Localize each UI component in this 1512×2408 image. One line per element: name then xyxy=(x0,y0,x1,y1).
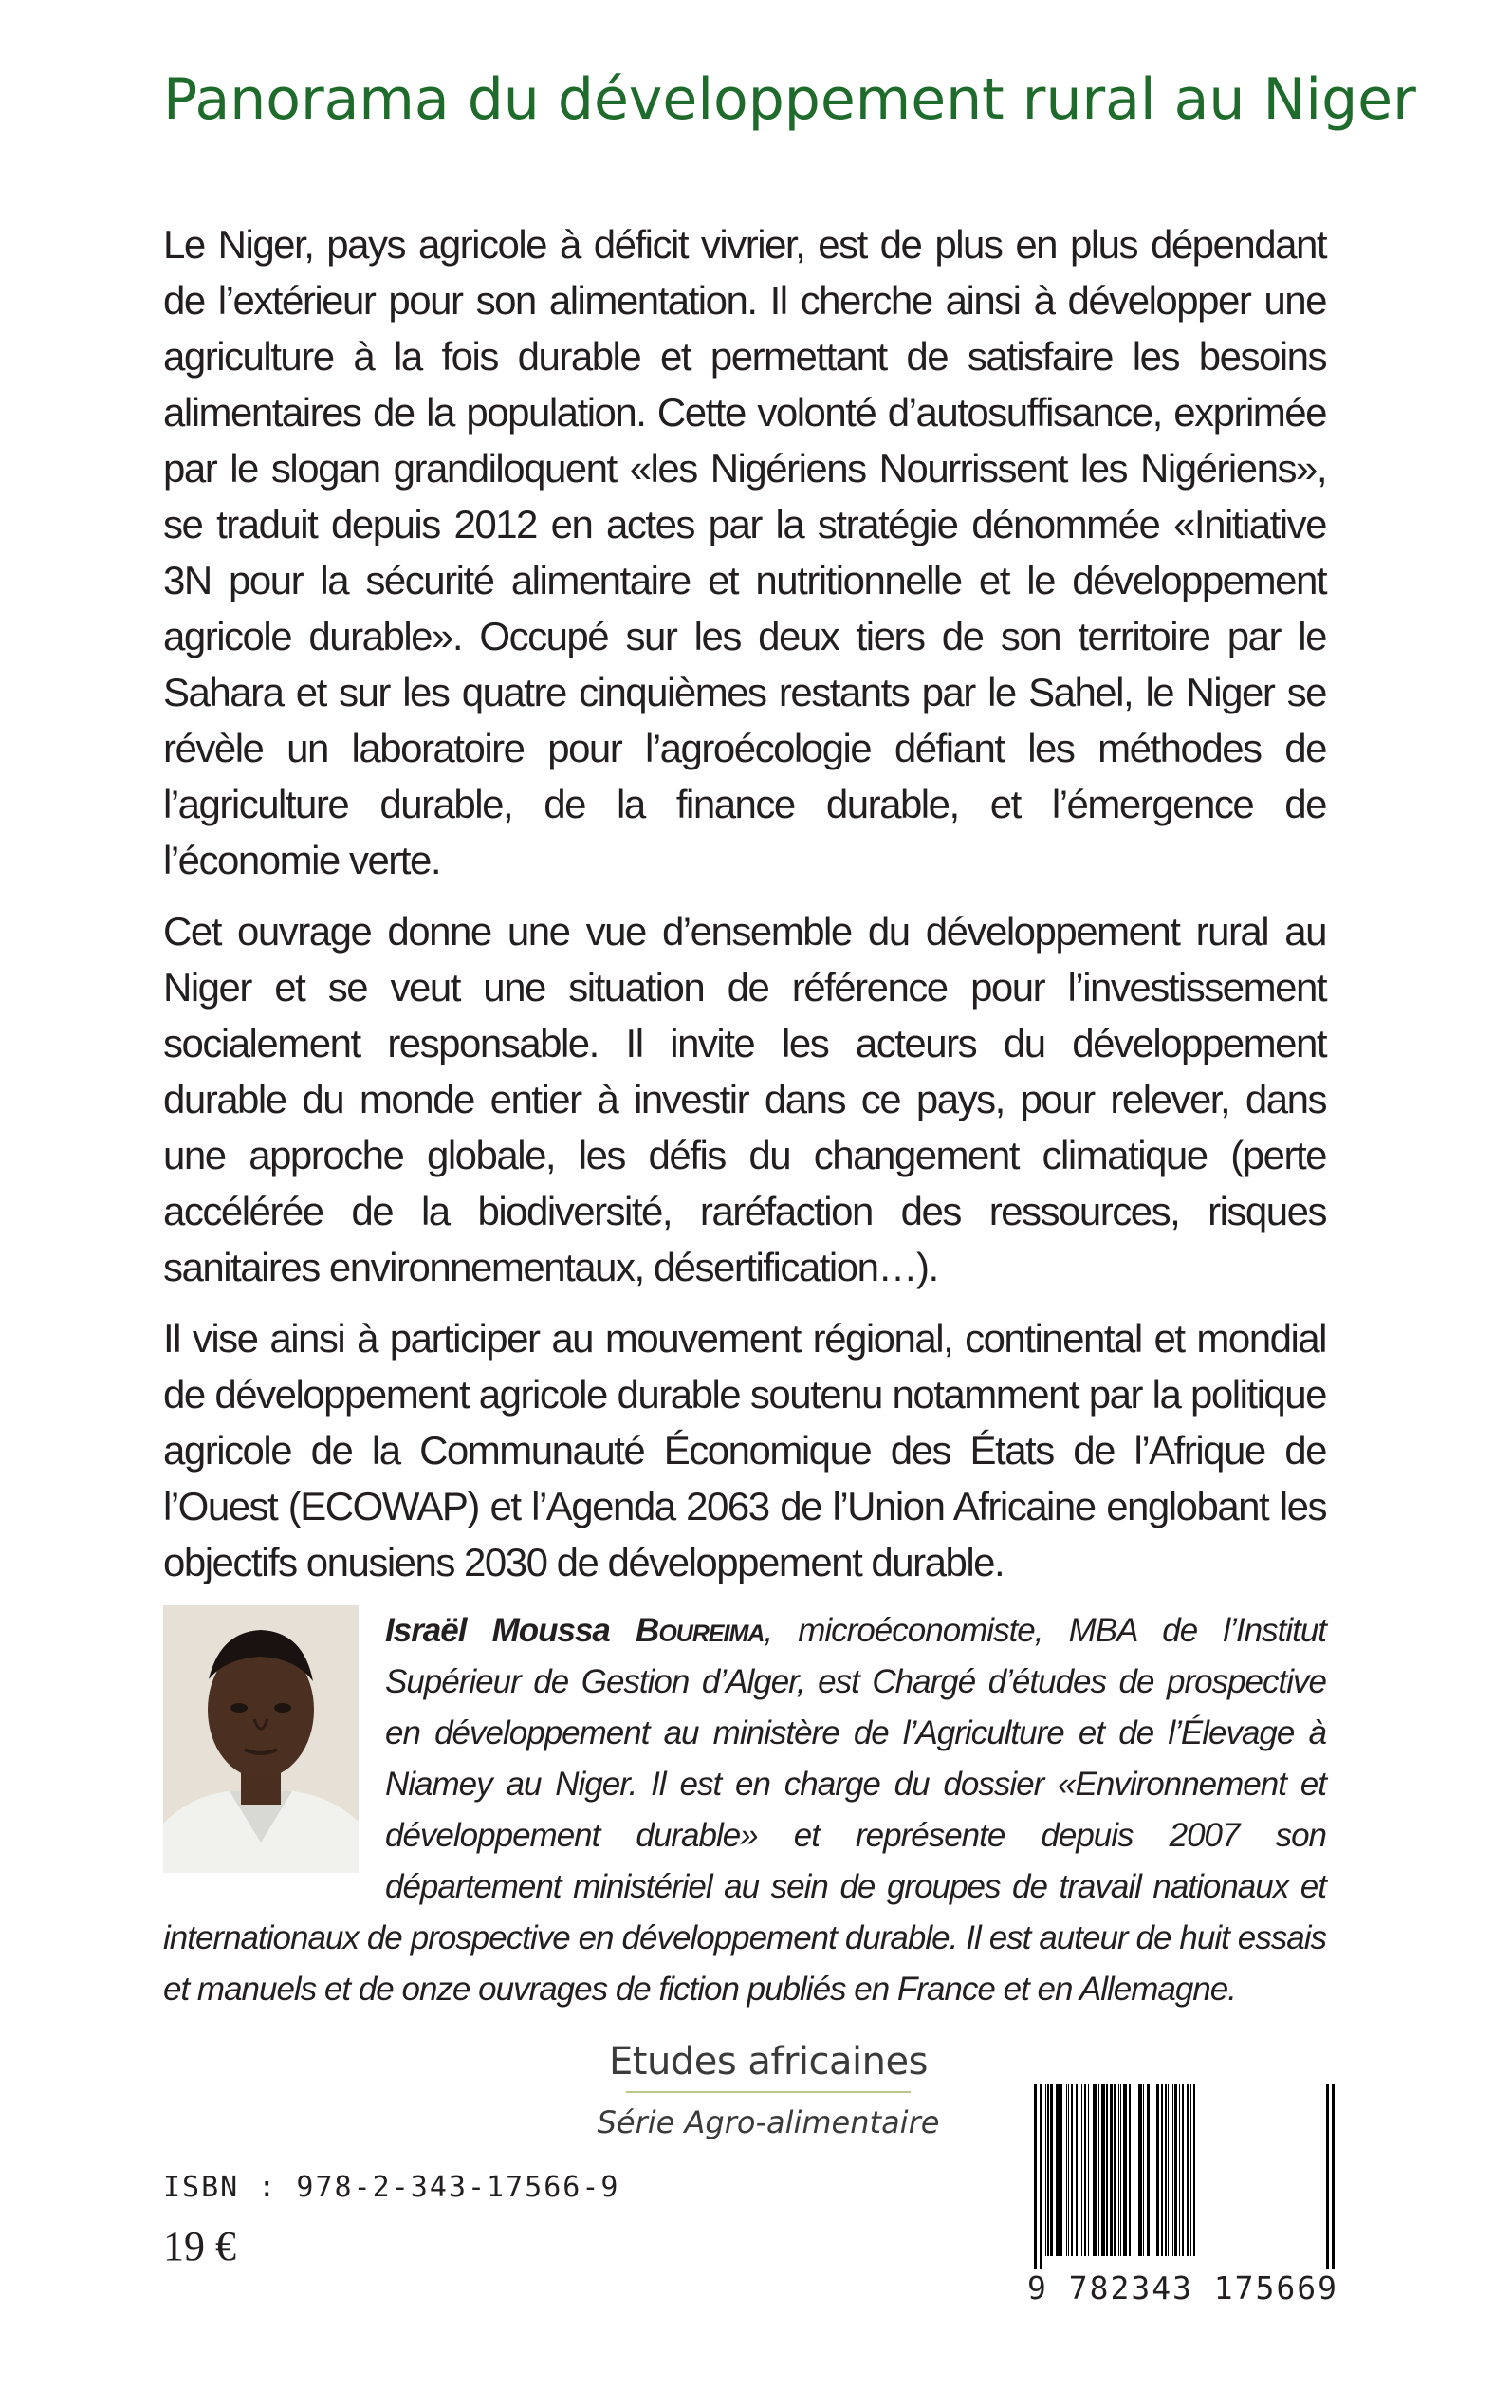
author-portrait-icon xyxy=(163,1605,359,1873)
series-name: Etudes africaines xyxy=(609,2040,928,2084)
author-bio xyxy=(163,1605,1326,2015)
barcode-digits: 9 782343 175669 xyxy=(1026,2269,1338,2306)
series-divider xyxy=(626,2091,911,2093)
blurb xyxy=(163,216,1326,1605)
blurb-paragraph: Il vise ainsi à participer au mouvement régional, continental et mondial de développement agricole durable soutenu notamment par la politique agricole de la Communauté Économique des États de l’Afrique de l’Ouest (ECOWAP) et l’Agenda 2063 de l’Union Africaine englobant les objectifs onusiens 2030 de développement durable. xyxy=(163,1316,1326,1584)
author-surname: Boureima xyxy=(636,1612,765,1649)
author-bio-text: , microéconomiste, MBA de l’Institut Supérieur de Gestion d’Alger, est Chargé d’études de prospective en développement au ministère de l’Agriculture et de l’Élevage à Niamey au Niger. Il est en charge du dossier «Environnement et développement durable» et représente depuis 2007 son département ministériel au sein de groupes de travail nationaux et internationaux de prospective en développement durable. Il est auteur de huit essais et manuels et de onze ouvrages de fiction publiés en France et en Allemagne. xyxy=(163,1612,1327,2008)
barcode-icon xyxy=(1026,2084,1339,2269)
blurb-paragraph: Cet ouvrage donne une vue d’ensemble du développement rural au Niger et se veut une situation de référence pour l’investissement socialement responsable. Il invite les acteurs du développement durable du monde entier à investir dans ce pays, pour relever, dans une approche globale, les défis du changement climatique (perte accélérée de la biodiversité, raréfaction des ressources, risques sanitaires environnementaux, désertification…). xyxy=(163,909,1326,1289)
author-first-names: Israël Moussa xyxy=(385,1612,610,1649)
barcode xyxy=(1026,2084,1339,2323)
author-photo xyxy=(163,1605,359,1873)
book-title: Panorama du développement rural au Niger xyxy=(163,66,1416,133)
series-subtitle: Série Agro-alimentaire xyxy=(597,2104,940,2140)
isbn: ISBN : 978-2-343-17566-9 xyxy=(163,2171,620,2204)
blurb-paragraph: Le Niger, pays agricole à déficit vivrier, est de plus en plus dépendant de l’extérieur pour son alimentation. Il cherche ainsi à développer une agriculture à la fois durable et permettant de satisfaire les besoins alimentaires de la population. Cette volonté d’autosuffisance, exprimée par le slogan grandiloquent «les Nigériens Nourrissent les Nigériens», se traduit depuis 2012 en actes par la stratégie dénommée «Initiative 3N pour la sécurité alimentaire et nutritionnelle et le développement agricole durable». Occupé sur les deux tiers de son territoire par le Sahara et sur les quatre cinquièmes restants par le Sahel, le Niger se révèle un laboratoire pour l’agroécologie défiant les méthodes de l’agriculture durable, de la finance durable, et l’émergence de l’économie verte. xyxy=(163,222,1326,882)
price: 19 € xyxy=(163,2223,236,2269)
series-block xyxy=(531,2040,1005,2140)
